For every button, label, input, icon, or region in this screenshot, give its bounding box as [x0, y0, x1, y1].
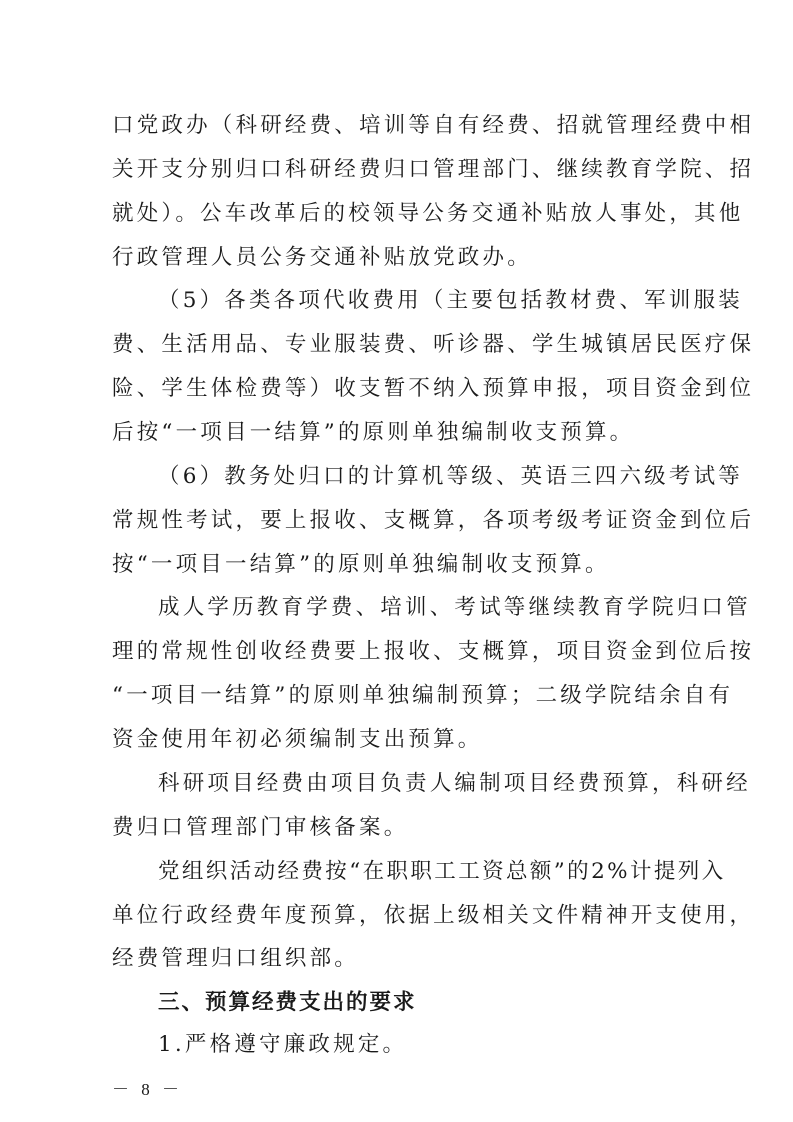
paragraph-line: 经费管理归口组织部。 — [112, 946, 360, 971]
paragraph-line: 1.严格遵守廉政规定。 — [158, 1032, 408, 1057]
paragraph-line: 成人学历教育学费、培训、考试等继续教育学院归口管 — [158, 595, 751, 620]
paragraph-line: 口党政办（科研经费、培训等自有经费、招就管理经费中相 — [112, 113, 755, 138]
paragraph-line: 后按“一项目一结算”的原则单独编制收支预算。 — [112, 420, 635, 445]
paragraph-line: 险、学生体检费等）收支暂不纳入预算申报，项目资金到位 — [112, 376, 755, 401]
paragraph-line: 费、生活用品、专业服装费、听诊器、学生城镇居民医疗保 — [112, 332, 755, 357]
paragraph-line: 资金使用年初必须编制支出预算。 — [112, 727, 483, 752]
paragraph-line: （6）教务处归口的计算机等级、英语三四六级考试等 — [158, 464, 743, 489]
paragraph-line: 就处）。公车改革后的校领导公务交通补贴放人事处，其他 — [112, 201, 744, 226]
paragraph-line: 理的常规性创收经费要上报收、支概算，项目资金到位后按 — [112, 639, 755, 664]
paragraph-line: （5）各类各项代收费用（主要包括教材费、军训服装 — [158, 288, 743, 313]
paragraph-line: “一项目一结算”的原则单独编制预算；二级学院结余自有 — [112, 683, 734, 708]
page-number: － 8 － — [112, 1080, 183, 1099]
section-heading: 三、预算经费支出的要求 — [158, 990, 417, 1015]
paragraph-line: 常规性考试，要上报收、支概算，各项考级考证资金到位后 — [112, 508, 755, 533]
paragraph-line: 关开支分别归口科研经费归口管理部门、继续教育学院、招 — [112, 157, 755, 182]
paragraph-line: 科研项目经费由项目负责人编制项目经费预算，科研经 — [158, 771, 751, 796]
paragraph-line: 党组织活动经费按“在职职工工资总额”的2%计提列入 — [158, 859, 726, 884]
paragraph-line: 费归口管理部门审核备案。 — [112, 815, 409, 840]
paragraph-line: 单位行政经费年度预算，依据上级相关文件精神开支使用， — [112, 903, 755, 928]
paragraph-line: 按“一项目一结算”的原则单独编制收支预算。 — [112, 552, 610, 577]
paragraph-line: 行政管理人员公务交通补贴放党政办。 — [112, 245, 532, 270]
